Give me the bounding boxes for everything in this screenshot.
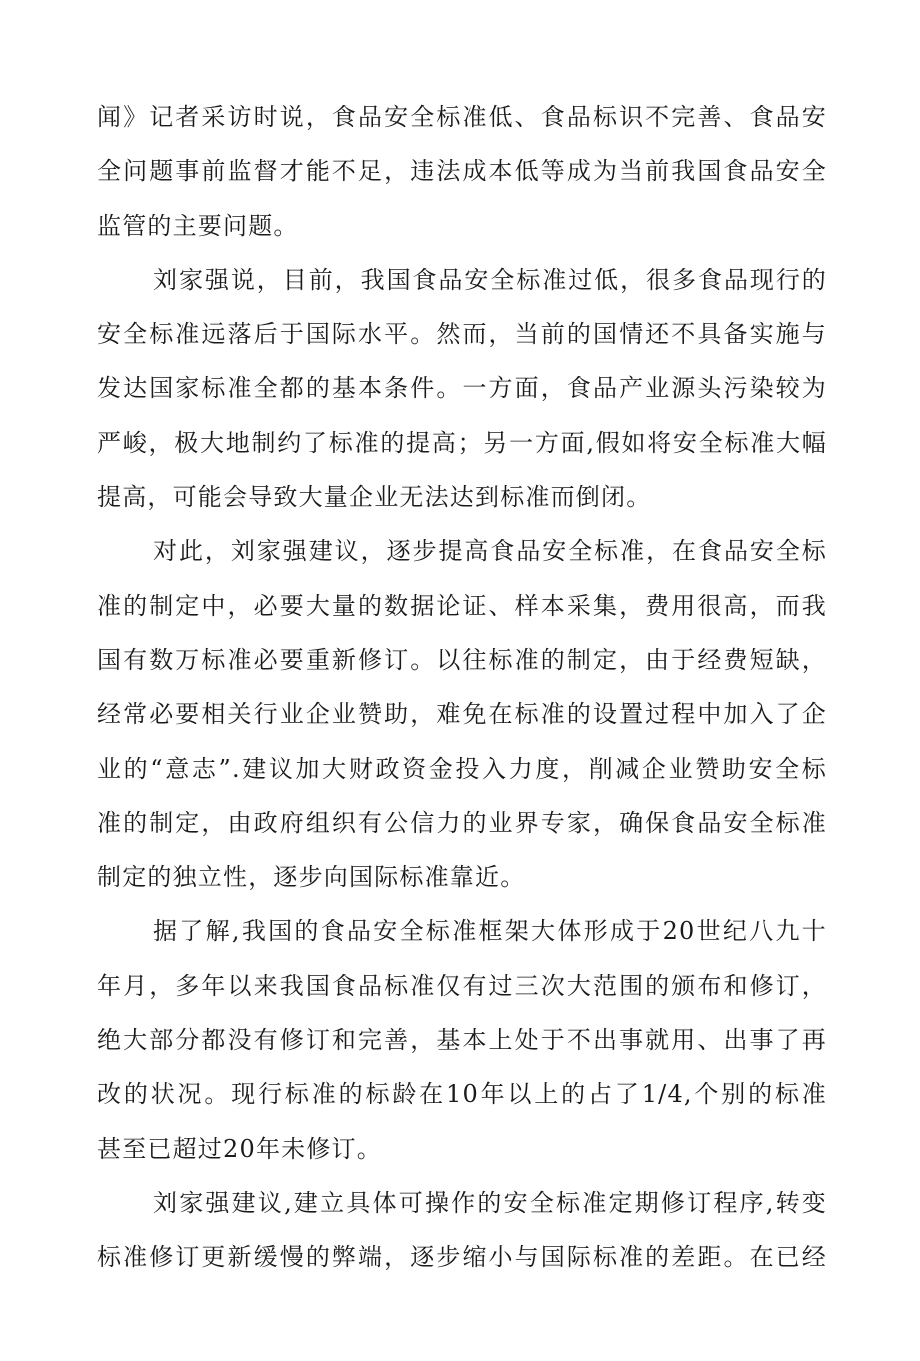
text-line: 改的状况。现行标准的标龄在10年以上的占了1/4,个别的标准: [97, 1080, 827, 1109]
paragraph-3: [97, 524, 827, 904]
text-line: 国有数万标准必要重新修订。以往标准的制定，由于经费短缺，: [97, 645, 827, 674]
text-line: 经常必要相关行业企业赞助，难免在标准的设置过程中加入了企: [97, 700, 827, 729]
text-line: 业的“意志”.建议加大财政资金投入力度，削减企业赞助安全标: [97, 754, 827, 783]
text-line: 安全标准远落后于国际水平。然而，当前的国情还不具备实施与: [97, 320, 827, 349]
text-line: 标准修订更新缓慢的弊端，逐步缩小与国际标准的差距。在已经: [97, 1243, 827, 1272]
text-line: 准的制定，由政府组织有公信力的业界专家，确保食品安全标准: [97, 808, 827, 837]
paragraph-4: [97, 904, 827, 1175]
text-line: 据了解,我国的食品安全标准框架大体形成于20世纪八九十: [153, 917, 827, 946]
paragraph-5: [97, 1176, 827, 1285]
text-line: 甚至已超过20年未修订。: [97, 1134, 382, 1163]
text-line: 全问题事前监督才能不足，违法成本低等成为当前我国食品安全: [97, 157, 827, 186]
paragraph-1: [97, 90, 827, 253]
text-line: 监管的主要问题。: [97, 211, 299, 240]
text-line: 刘家强建议,建立具体可操作的安全标准定期修订程序,转变: [153, 1188, 827, 1217]
document-body: [97, 90, 827, 1285]
paragraph-2: [97, 253, 827, 524]
text-line: 对此，刘家强建议，逐步提高食品安全标准，在食品安全标: [153, 537, 827, 566]
text-line: 提高，可能会导致大量企业无法达到标准而倒闭。: [97, 483, 652, 512]
text-line: 准的制定中，必要大量的数据论证、样本采集，费用很高，而我: [97, 591, 827, 620]
text-line: 严峻，极大地制约了标准的提高；另一方面,假如将安全标准大幅: [97, 428, 827, 457]
text-line: 年月，多年以来我国食品标准仅有过三次大范围的颁布和修订，: [97, 971, 827, 1000]
text-line: 闻》记者采访时说，食品安全标准低、食品标识不完善、食品安: [97, 103, 827, 131]
text-line: 绝大部分都没有修订和完善，基本上处于不出事就用、出事了再: [97, 1026, 827, 1055]
text-line: 发达国家标准全都的基本条件。一方面，食品产业源头污染较为: [97, 374, 827, 403]
text-line: 制定的独立性，逐步向国际标准靠近。: [97, 863, 526, 892]
text-line: 刘家强说，目前，我国食品安全标准过低，很多食品现行的: [153, 265, 827, 294]
